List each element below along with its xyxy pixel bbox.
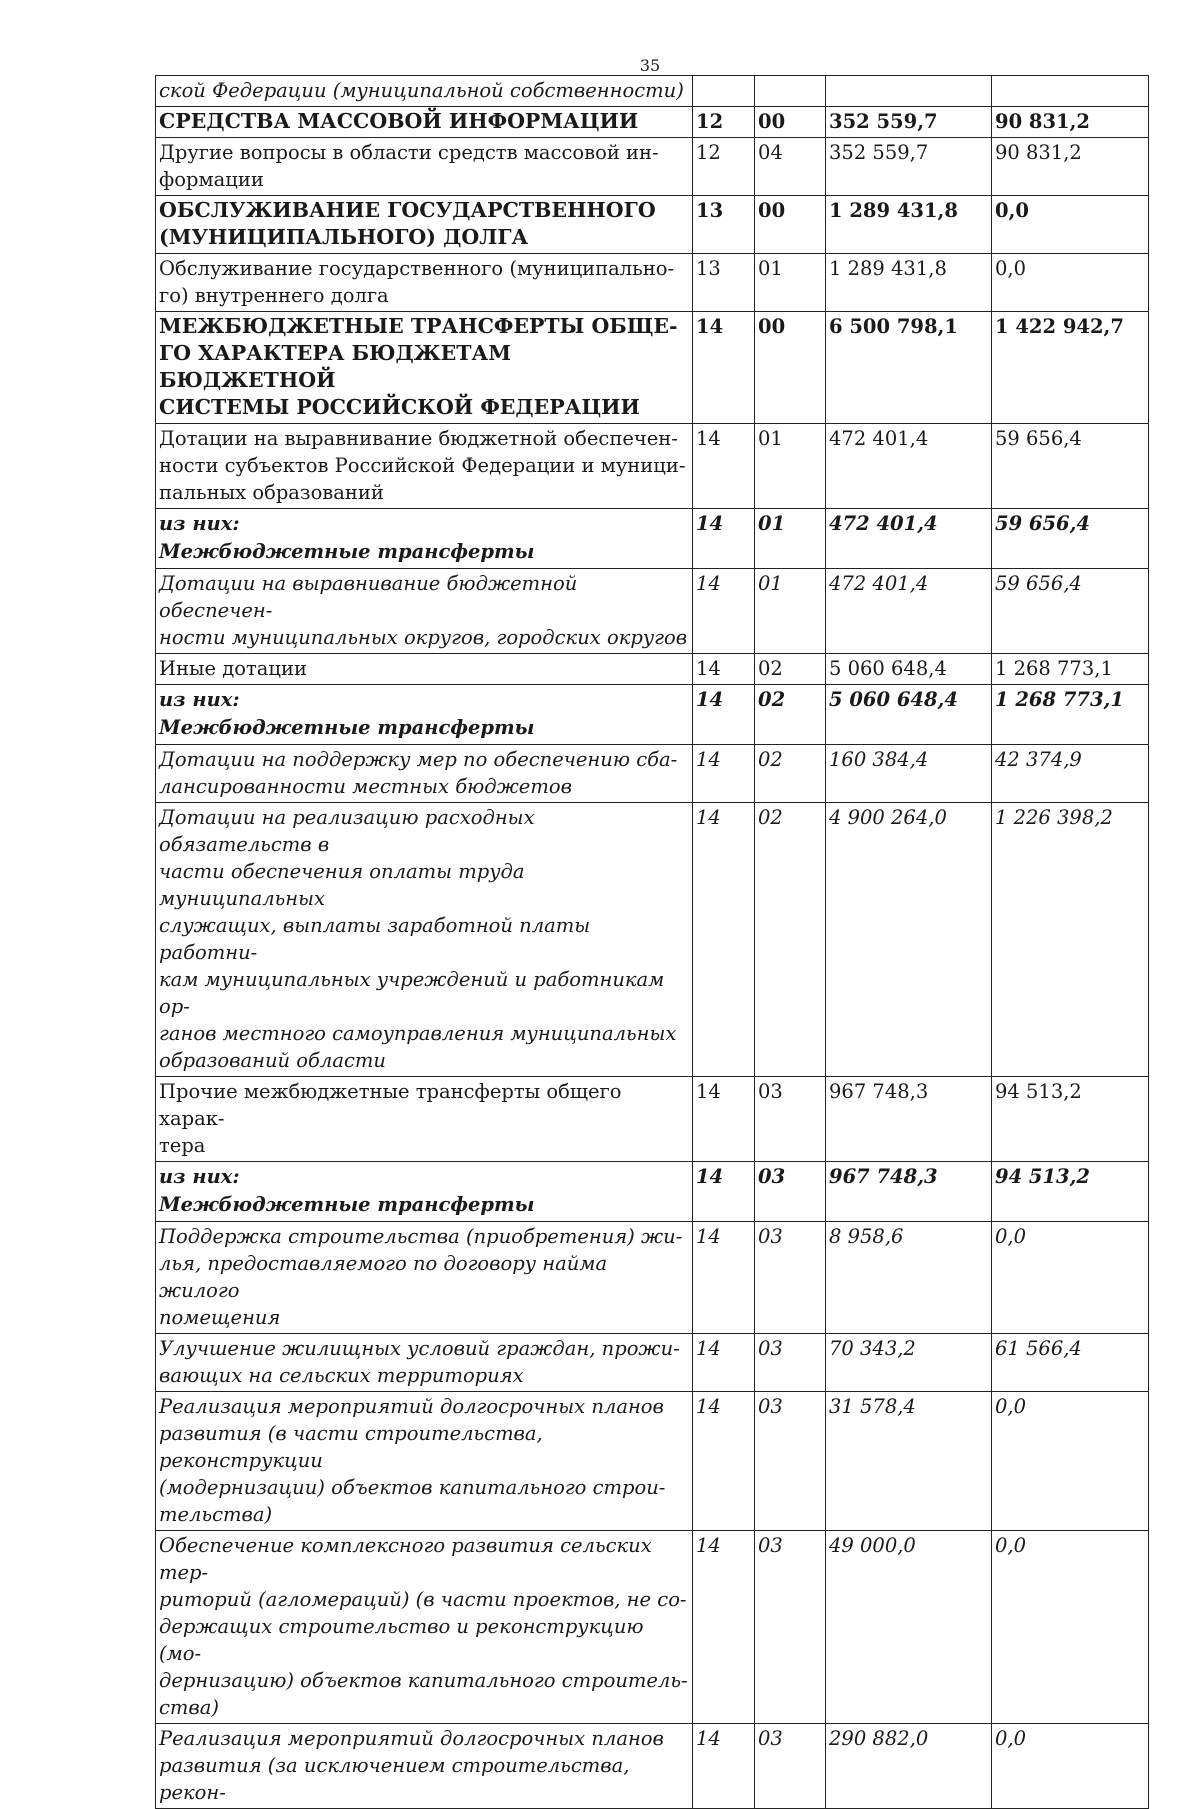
- plan-amount-cell: 1 289 431,8: [826, 254, 992, 312]
- subsection-code-cell: 02: [755, 685, 826, 745]
- row-name-line: служащих, выплаты заработной платы работни-: [159, 914, 591, 964]
- row-name-cell: [156, 509, 693, 569]
- row-name-cell: [156, 312, 693, 424]
- row-name-cell: [156, 569, 693, 654]
- plan-amount-cell: 472 401,4: [826, 424, 992, 509]
- row-name-line: Обслуживание государственного (муниципально-: [159, 257, 675, 280]
- subsection-code-cell: 02: [755, 803, 826, 1077]
- table-row: [156, 254, 1149, 312]
- row-name-line: Прочие межбюджетные трансферты общего харак-: [159, 1080, 622, 1130]
- row-name-cell: [156, 1392, 693, 1531]
- row-name-line: ГО ХАРАКТЕРА БЮДЖЕТАМ БЮДЖЕТНОЙ: [159, 341, 511, 392]
- subsection-code-cell: 02: [755, 654, 826, 685]
- subsection-code-cell: 04: [755, 138, 826, 196]
- row-name-line: ганов местного самоуправления муниципальных: [159, 1022, 677, 1045]
- row-name-line: тельства): [159, 1503, 273, 1526]
- section-code-cell: 14: [693, 745, 755, 803]
- row-name-line: формации: [159, 168, 264, 191]
- plan-amount-cell: 49 000,0: [826, 1531, 992, 1724]
- section-code-cell: 14: [693, 803, 755, 1077]
- row-name-line: из них:: [159, 688, 240, 711]
- section-code-cell: 13: [693, 196, 755, 254]
- row-name-line: развития (за исключением строительства, рекон-: [159, 1754, 630, 1804]
- table-row: [156, 1531, 1149, 1724]
- table-row: [156, 654, 1149, 685]
- executed-amount-cell: 61 566,4: [992, 1334, 1149, 1392]
- row-name-line: Дотации на выравнивание бюджетной обеспечен-: [159, 572, 578, 622]
- row-name-line: Межбюджетные трансферты: [159, 1193, 535, 1216]
- row-name-line: лья, предоставляемого по договору найма жилого: [159, 1252, 608, 1302]
- executed-amount-cell: 0,0: [992, 1222, 1149, 1334]
- row-name-line: пальных образований: [159, 481, 384, 504]
- row-name-line: Межбюджетные трансферты: [159, 540, 535, 563]
- executed-amount-cell: 0,0: [992, 196, 1149, 254]
- subsection-code-cell: 03: [755, 1222, 826, 1334]
- row-name-cell: [156, 254, 693, 312]
- plan-amount-cell: 70 343,2: [826, 1334, 992, 1392]
- row-name-cell: [156, 107, 693, 138]
- row-name-line: ности субъектов Российской Федерации и муници-: [159, 454, 686, 477]
- subsection-code-cell: 00: [755, 107, 826, 138]
- executed-amount-cell: 94 513,2: [992, 1077, 1149, 1162]
- row-name-line: держащих строительство и реконструкцию (мо-: [159, 1615, 644, 1665]
- executed-amount-cell: 42 374,9: [992, 745, 1149, 803]
- plan-amount-cell: 5 060 648,4: [826, 654, 992, 685]
- plan-amount-cell: [826, 76, 992, 107]
- row-name-line: Дотации на реализацию расходных обязательств в: [159, 806, 535, 856]
- subsection-code-cell: 03: [755, 1334, 826, 1392]
- plan-amount-cell: 6 500 798,1: [826, 312, 992, 424]
- executed-amount-cell: 90 831,2: [992, 138, 1149, 196]
- table-row: [156, 1334, 1149, 1392]
- executed-amount-cell: 0,0: [992, 1392, 1149, 1531]
- table-row: [156, 107, 1149, 138]
- row-name-cell: [156, 803, 693, 1077]
- row-name-line: Иные дотации: [159, 657, 307, 680]
- row-name-line: тера: [159, 1134, 206, 1157]
- plan-amount-cell: 8 958,6: [826, 1222, 992, 1334]
- table-row: [156, 312, 1149, 424]
- section-code-cell: 14: [693, 1531, 755, 1724]
- table-body: [156, 76, 1149, 1809]
- section-code-cell: 14: [693, 1077, 755, 1162]
- row-name-cell: [156, 138, 693, 196]
- section-code-cell: 14: [693, 424, 755, 509]
- row-name-line: вающих на сельских территориях: [159, 1364, 524, 1387]
- plan-amount-cell: 967 748,3: [826, 1077, 992, 1162]
- subsection-code-cell: 03: [755, 1392, 826, 1531]
- row-name-cell: [156, 196, 693, 254]
- executed-amount-cell: 1 268 773,1: [992, 685, 1149, 745]
- plan-amount-cell: 5 060 648,4: [826, 685, 992, 745]
- row-name-line: Реализация мероприятий долгосрочных планов: [159, 1727, 664, 1750]
- executed-amount-cell: [992, 76, 1149, 107]
- row-name-line: риторий (агломераций) (в части проектов, не со-: [159, 1588, 687, 1611]
- plan-amount-cell: 967 748,3: [826, 1162, 992, 1222]
- executed-amount-cell: 59 656,4: [992, 424, 1149, 509]
- section-code-cell: 12: [693, 107, 755, 138]
- row-name-line: ности муниципальных округов, городских округов: [159, 626, 688, 649]
- plan-amount-cell: 352 559,7: [826, 138, 992, 196]
- section-code-cell: 13: [693, 254, 755, 312]
- row-name-cell: [156, 424, 693, 509]
- section-code-cell: 14: [693, 1222, 755, 1334]
- section-code-cell: 14: [693, 1334, 755, 1392]
- row-name-cell: [156, 745, 693, 803]
- subsection-code-cell: 00: [755, 196, 826, 254]
- row-name-line: СИСТЕМЫ РОССИЙСКОЙ ФЕДЕРАЦИИ: [159, 395, 640, 419]
- executed-amount-cell: 0,0: [992, 254, 1149, 312]
- plan-amount-cell: 290 882,0: [826, 1724, 992, 1809]
- section-code-cell: [693, 76, 755, 107]
- table-row: [156, 196, 1149, 254]
- plan-amount-cell: 160 384,4: [826, 745, 992, 803]
- table-row: [156, 685, 1149, 745]
- section-code-cell: 14: [693, 654, 755, 685]
- table-row: [156, 569, 1149, 654]
- row-name-cell: [156, 654, 693, 685]
- plan-amount-cell: 4 900 264,0: [826, 803, 992, 1077]
- row-name-line: ской Федерации (муниципальной собственности): [159, 79, 684, 102]
- subsection-code-cell: 02: [755, 745, 826, 803]
- row-name-line: Поддержка строительства (приобретения) жи-: [159, 1225, 683, 1248]
- plan-amount-cell: 31 578,4: [826, 1392, 992, 1531]
- executed-amount-cell: 1 268 773,1: [992, 654, 1149, 685]
- executed-amount-cell: 59 656,4: [992, 509, 1149, 569]
- row-name-cell: [156, 1724, 693, 1809]
- row-name-line: (МУНИЦИПАЛЬНОГО) ДОЛГА: [159, 225, 529, 249]
- section-code-cell: 14: [693, 569, 755, 654]
- row-name-line: образований области: [159, 1049, 386, 1072]
- table-row: [156, 1222, 1149, 1334]
- subsection-code-cell: 03: [755, 1724, 826, 1809]
- row-name-line: дернизацию) объектов капитального строитель-: [159, 1669, 688, 1692]
- table-row: [156, 138, 1149, 196]
- table-row: [156, 745, 1149, 803]
- row-name-line: Реализация мероприятий долгосрочных планов: [159, 1395, 664, 1418]
- section-code-cell: 14: [693, 1162, 755, 1222]
- executed-amount-cell: 0,0: [992, 1531, 1149, 1724]
- plan-amount-cell: 472 401,4: [826, 509, 992, 569]
- subsection-code-cell: 00: [755, 312, 826, 424]
- row-name-line: (модернизации) объектов капитального строи-: [159, 1476, 666, 1499]
- subsection-code-cell: 01: [755, 509, 826, 569]
- subsection-code-cell: 01: [755, 569, 826, 654]
- table-row: [156, 76, 1149, 107]
- plan-amount-cell: 352 559,7: [826, 107, 992, 138]
- row-name-cell: [156, 1531, 693, 1724]
- row-name-line: части обеспечения оплаты труда муниципальных: [159, 860, 525, 910]
- row-name-line: Дотации на поддержку мер по обеспечению сба-: [159, 748, 678, 771]
- table-row: [156, 1077, 1149, 1162]
- row-name-line: го) внутреннего долга: [159, 284, 389, 307]
- row-name-cell: [156, 1334, 693, 1392]
- row-name-line: СРЕДСТВА МАССОВОЙ ИНФОРМАЦИИ: [159, 109, 639, 133]
- row-name-line: ОБСЛУЖИВАНИЕ ГОСУДАРСТВЕННОГО: [159, 198, 656, 222]
- section-code-cell: 12: [693, 138, 755, 196]
- plan-amount-cell: 1 289 431,8: [826, 196, 992, 254]
- executed-amount-cell: 94 513,2: [992, 1162, 1149, 1222]
- executed-amount-cell: 1 422 942,7: [992, 312, 1149, 424]
- section-code-cell: 14: [693, 685, 755, 745]
- row-name-cell: [156, 76, 693, 107]
- subsection-code-cell: 01: [755, 424, 826, 509]
- table-row: [156, 803, 1149, 1077]
- executed-amount-cell: 59 656,4: [992, 569, 1149, 654]
- table-row: [156, 1162, 1149, 1222]
- subsection-code-cell: 03: [755, 1531, 826, 1724]
- row-name-line: Улучшение жилищных условий граждан, прожи-: [159, 1337, 680, 1360]
- row-name-line: развития (в части строительства, реконструкции: [159, 1422, 543, 1472]
- table-row: [156, 509, 1149, 569]
- row-name-line: лансированности местных бюджетов: [159, 775, 572, 798]
- section-code-cell: 14: [693, 509, 755, 569]
- section-code-cell: 14: [693, 312, 755, 424]
- table-row: [156, 424, 1149, 509]
- plan-amount-cell: 472 401,4: [826, 569, 992, 654]
- row-name-line: Обеспечение комплексного развития сельских тер-: [159, 1534, 652, 1584]
- executed-amount-cell: 0,0: [992, 1724, 1149, 1809]
- executed-amount-cell: 90 831,2: [992, 107, 1149, 138]
- subsection-code-cell: 03: [755, 1162, 826, 1222]
- section-code-cell: 14: [693, 1724, 755, 1809]
- subsection-code-cell: 01: [755, 254, 826, 312]
- row-name-line: МЕЖБЮДЖЕТНЫЕ ТРАНСФЕРТЫ ОБЩЕ-: [159, 314, 678, 338]
- row-name-line: из них:: [159, 512, 240, 535]
- page-number: 35: [639, 56, 661, 75]
- row-name-line: Межбюджетные трансферты: [159, 716, 535, 739]
- row-name-cell: [156, 1222, 693, 1334]
- executed-amount-cell: 1 226 398,2: [992, 803, 1149, 1077]
- row-name-line: помещения: [159, 1306, 281, 1329]
- budget-table: [155, 75, 1149, 1809]
- table-row: [156, 1392, 1149, 1531]
- row-name-cell: [156, 685, 693, 745]
- row-name-line: из них:: [159, 1165, 240, 1188]
- row-name-line: ства): [159, 1696, 219, 1719]
- subsection-code-cell: 03: [755, 1077, 826, 1162]
- row-name-line: Дотации на выравнивание бюджетной обеспечен-: [159, 427, 678, 450]
- row-name-line: Другие вопросы в области средств массовой ин-: [159, 141, 659, 164]
- row-name-line: кам муниципальных учреждений и работникам ор-: [159, 968, 665, 1018]
- row-name-cell: [156, 1077, 693, 1162]
- table-row: [156, 1724, 1149, 1809]
- section-code-cell: 14: [693, 1392, 755, 1531]
- row-name-cell: [156, 1162, 693, 1222]
- subsection-code-cell: [755, 76, 826, 107]
